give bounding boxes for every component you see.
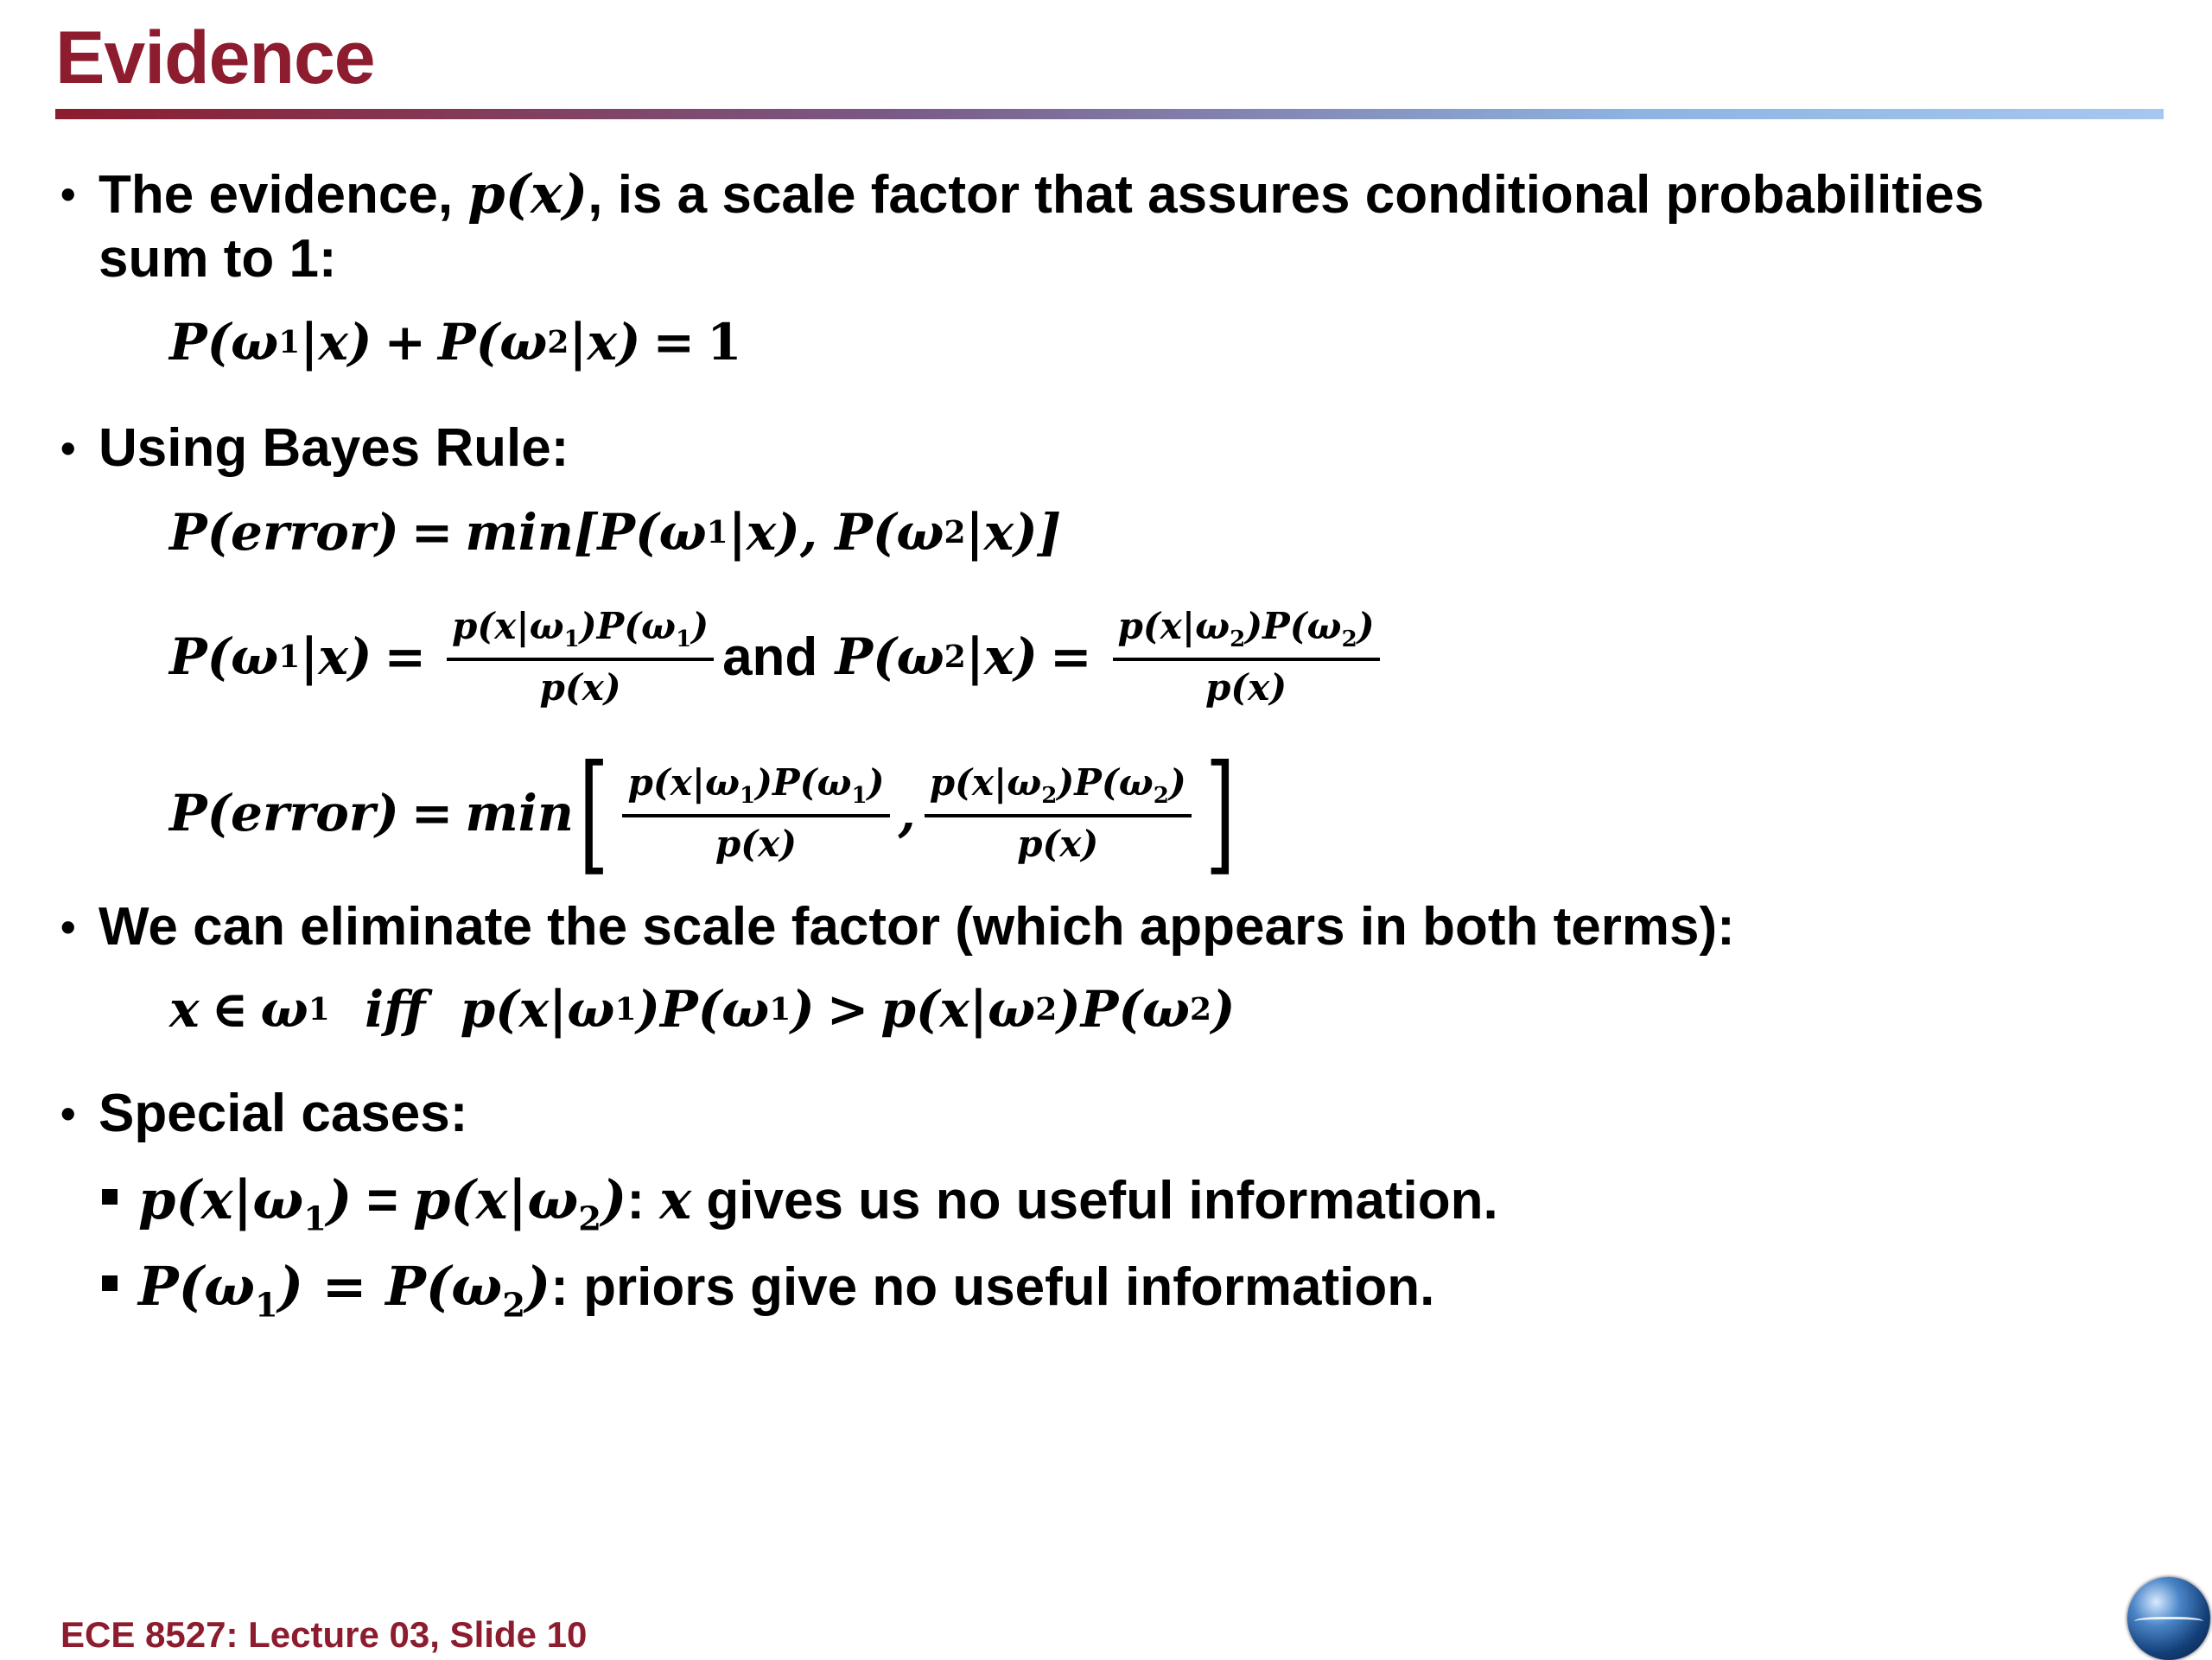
globe-logo-icon (2127, 1577, 2210, 1660)
bullet-bayes-rule-text: Using Bayes Rule: (99, 418, 569, 478)
subbullet-equal-priors-text: : priors give no useful information. (550, 1257, 1435, 1317)
slide-title: Evidence (55, 16, 375, 99)
fraction-posterior-1: $\frac{p(x|\omega_1)P(\omega_1)}{p(x)}$ (447, 605, 714, 709)
subbullet-equal-priors (138, 1255, 1434, 1338)
bullet-evidence-text-a: The evidence, (99, 165, 468, 225)
equation-perror-min: P(error) = min[P(ω 1 |x), P(ω 2 |x)] (169, 503, 1062, 562)
equation-perror-fractions: P(error) = min [ $\frac{p(x|\omega_1)P(\omega_1)}{p(x)}$ , $\frac{p(x|\omega_2)P(\omega_2)}{p(x)}$ ] (169, 738, 1236, 888)
bullet-dot-icon: • (60, 424, 76, 473)
equation-decision-rule: x ∈ ω 1 iff p(x|ω 1 )P(ω 1 ) > p(x|ω 2 )P(ω 2 ) (169, 980, 1236, 1039)
bullet-special-cases-text: Special cases: (99, 1084, 468, 1143)
and-text: and (722, 626, 818, 687)
bullet-evidence (60, 162, 1985, 291)
bullet-dot-icon: • (60, 1090, 76, 1138)
subbullet-equal-likelihoods-math: $p(x|\omega_1)$ (138, 1168, 353, 1239)
subbullet-equal-likelihoods: $p(x|\omega_1) = p(x|\omega_2)$: x gives us no useful information. (138, 1168, 1498, 1251)
bullet-dot-icon: • (60, 903, 76, 951)
bullet-eliminate-scale (60, 895, 1735, 959)
bullet-dot-icon: • (60, 170, 76, 219)
subbullet-equal-likelihoods-text: gives us no useful information. (691, 1171, 1498, 1231)
square-bullet-icon (102, 1275, 118, 1291)
title-divider (55, 109, 2164, 119)
bullet-evidence-text-b: , is a scale factor that assures conditional probabilities (588, 165, 1985, 225)
subbullet-equal-priors-math: $P(\omega_1) = P(\omega_2)$ (138, 1255, 551, 1326)
equation-posteriors: P(ω 1 |x) = $\frac{p(x|\omega_1)P(\omega_1)}{p(x)}$ and P(ω 2 |x) = $\frac{p(x|\omega_2)P(\omega_2)}{p(x)}$ (169, 605, 1389, 709)
fraction-term-2: $\frac{p(x|\omega_2)P(\omega_2)}{p(x)}$ (925, 761, 1192, 865)
square-bullet-icon (102, 1189, 118, 1205)
bullet-bayes-rule (60, 417, 569, 480)
bullet-eliminate-scale-text: We can eliminate the scale factor (which appears in both terms): (99, 897, 1735, 957)
bullet-evidence-text-c: sum to 1: (99, 229, 337, 289)
bullet-special-cases (60, 1082, 468, 1146)
bullet-evidence-math: p(x) (467, 162, 588, 226)
equation-sum-to-one: P(ω 1 |x) + P(ω 2 |x) = 1 (169, 313, 742, 372)
globe-waveform (2134, 1617, 2203, 1628)
fraction-posterior-2: $\frac{p(x|\omega_2)P(\omega_2)}{p(x)}$ (1113, 605, 1380, 709)
fraction-term-1: $\frac{p(x|\omega_1)P(\omega_1)}{p(x)}$ (622, 761, 889, 865)
slide-footer: ECE 8527: Lecture 03, Slide 10 (60, 1614, 588, 1655)
